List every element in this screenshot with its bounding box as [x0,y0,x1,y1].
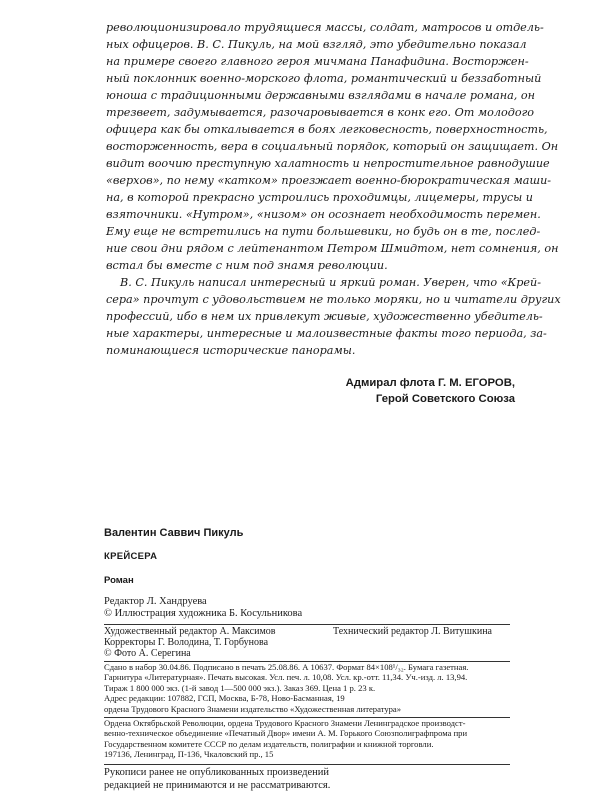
text-line: юноша с традиционными державными взглядами в начале романа, он [106,89,535,102]
printer-line: Государственном комитете СССР по делам издательств, полиграфии и книжной торговли. [104,738,434,749]
text-line: взяточники. «Нутром», «низом» он осознает необходимость перемен. [106,208,541,221]
text-line: ный поклонник военно-морского флота, романтический и беззаботный [106,72,542,85]
divider [104,764,510,765]
printer-line: венно-техническое объединение «Печатный Двор» имени А. М. Горького Союзполиграфпрома при [104,728,468,739]
art-editor-credit: Художественный редактор А. Максимов [104,626,276,637]
spec-line: Тираж 1 800 000 экз. (1-й завод 1—500 000 экз.). Заказ 369. Цена 1 р. 23 к. [104,682,376,693]
text-line: В. С. Пикуль написал интересный и яркий роман. Уверен, что «Крей- [120,276,541,289]
print-specs [104,662,468,714]
spec-line: Гарнитура «Литературная». Печать высокая. Усл. печ. л. 10,08. Усл. кр.-отт. 11,34. Уч.-изд. л. 13,94. [104,672,468,683]
text-line: Ему еще не встретились на пути большевики, но будь он в те, послед- [106,225,541,238]
genre: Роман [104,575,134,586]
spec-line: ордена Трудового Красного Знамени издательство «Художественная литература» [104,703,402,714]
text-line: на, в которой прекрасно устроились проходимцы, лицемеры, трусы и [106,191,533,204]
spec-line: Адрес редакции: 107882, ГСП, Москва, Б-78, Ново-Басманная, 19 [104,693,345,704]
printer-line: 197136, Ленинград, П-136, Чкаловский пр., 15 [104,749,274,760]
book-title: КРЕЙСЕРА [104,551,158,562]
manuscript-notice [104,766,330,792]
notice-line: Рукописи ранее не опубликованных произведений [104,767,329,778]
divider [104,624,510,625]
text-line: видит воочию преступную халатность и непростительное равнодушие [106,157,550,170]
spec-line: Сдано в набор 30.04.86. Подписано в печать 25.08.86. А 10637. Формат 84×108¹/₃₂. Бумага газетная. [104,662,469,672]
text-line: ных офицеров. В. С. Пикуль, на мой взгляд, это убедительно показал [106,38,527,51]
text-line: трезвеет, задумывается, разочаровывается в конк его. От молодого [106,106,534,119]
text-line: профессий, ибо в нем их привлекут живые, художественно убедитель- [106,310,543,323]
author-name: Валентин Саввич Пикуль [104,527,244,539]
text-line: встал бы вместе с ним под знамя революции. [106,259,388,272]
signature-line-rank: Адмирал флота Г. М. ЕГОРОВ, [345,377,515,389]
notice-line: редакцией не принимаются и не рассматриваются. [104,780,331,791]
text-line: офицера как бы откалывается в боях легковесность, поверхностность, [106,123,548,136]
editor-credit: Редактор Л. Хандруева [104,596,207,607]
illustration-credit: © Иллюстрация художника Б. Косульникова [104,608,303,619]
tech-editor-credit: Технический редактор Л. Витушкина [333,626,492,637]
printer-info [104,718,467,760]
text-line: восторженность, вера в социальный порядок, который он защищает. Он [106,140,559,153]
text-line: поминающиеся исторические панорамы. [106,344,356,357]
signature-line-title: Герой Советского Союза [375,393,515,405]
text-line: революционизировало трудящиеся массы, солдат, матросов и отдель- [106,21,544,34]
text-line: сера» прочтут с удовольствием не только моряки, но и читатели других [106,293,561,306]
text-line: на примере своего главного героя мичмана Панафидина. Восторжен- [106,55,529,68]
text-line: ные характеры, интересные и малоизвестные факты того периода, за- [106,327,547,340]
photo-credit: © Фото А. Серегина [104,648,191,659]
printer-line: Ордена Октябрьской Революции, ордена Трудового Красного Знамени Ленинградское производст- [104,718,466,728]
correctors-credit: Корректоры Г. Володина, Т. Горбунова [104,637,269,648]
text-line: «верхов», по нему «катком» проезжает военно-бюрократическая маши- [106,174,552,187]
text-line: ние свои дни рядом с лейтенантом Петром Шмидтом, нет сомнения, он [106,242,559,255]
